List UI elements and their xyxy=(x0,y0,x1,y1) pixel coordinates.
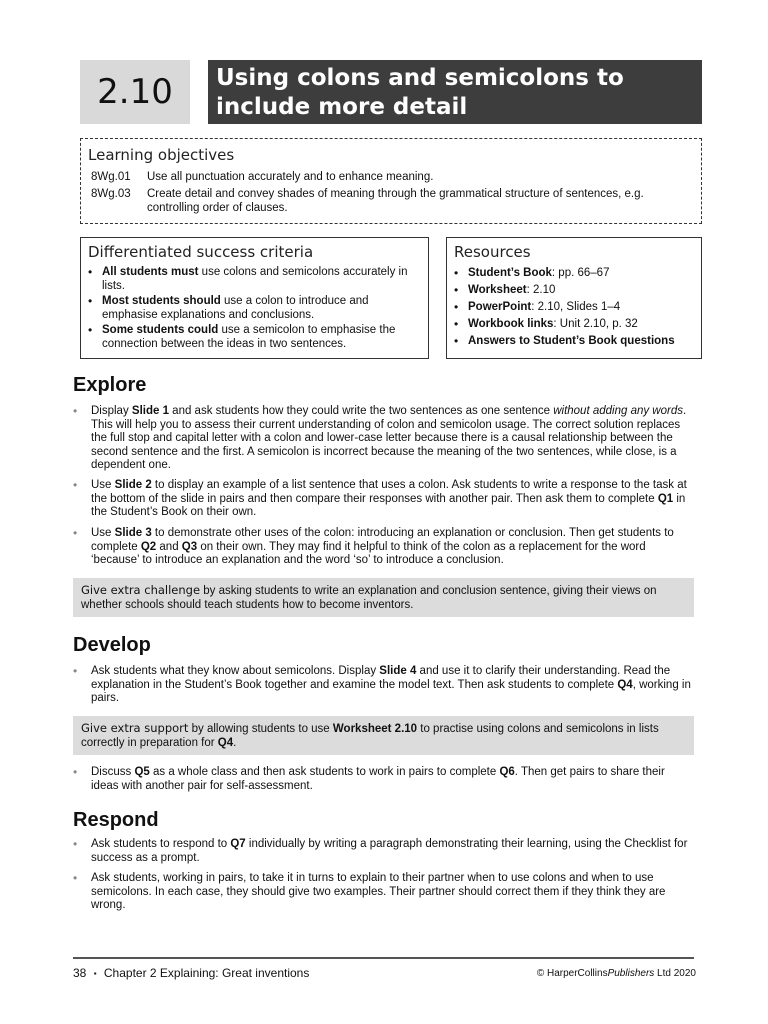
bullet-icon: • xyxy=(454,317,459,331)
resource-name: Student’s Book xyxy=(468,267,552,279)
extra-challenge-box xyxy=(73,578,694,617)
list-item xyxy=(454,284,694,298)
resource-detail: : pp. 66–67 xyxy=(551,267,610,279)
bullet-icon: • xyxy=(88,323,93,337)
bullet-icon: • xyxy=(73,664,78,678)
develop-heading: Develop xyxy=(73,634,151,656)
respond-paragraph-1: • Ask students to respond to Q7 individually by writing a paragraph demonstrating their learning, using the Checklist for success as a prompt. xyxy=(73,837,688,864)
respond-paragraph-2: • Ask students, working in pairs, to take it in turns to explain to their partner when to use colons and when to use semicolons. In each case, they should give two examples. Their partner should correct them if they think they are wrong. xyxy=(73,871,666,911)
bullet-icon: • xyxy=(73,404,78,418)
objective-row xyxy=(91,187,681,215)
criteria-level: Some students could xyxy=(102,324,219,336)
resource-detail: : Unit 2.10, p. 32 xyxy=(553,318,638,330)
copyright: © HarperCollinsPublishers Ltd 2020 xyxy=(536,968,696,979)
unit-title: Using colons and semicolons to include more detail xyxy=(208,60,702,124)
extra-challenge-label: Give extra challenge xyxy=(81,583,201,597)
bullet-icon: • xyxy=(88,265,93,279)
page-number: 38 xyxy=(73,966,87,980)
extra-challenge-text: by asking students to write an explanation and conclusion sentence, giving their views on whether schools should teach students how to become inventors. xyxy=(81,585,657,611)
objective-code: 8Wg.01 xyxy=(91,171,131,183)
unit-number: 2.10 xyxy=(80,60,190,124)
resources-list xyxy=(454,267,694,349)
learning-objectives-box xyxy=(80,138,702,224)
bullet-icon: • xyxy=(73,478,78,492)
footer-left xyxy=(73,966,309,980)
list-item xyxy=(88,324,418,351)
list-item xyxy=(454,318,694,332)
success-criteria-box xyxy=(80,237,429,359)
objective-text: Create detail and convey shades of meaning through the grammatical structure of sentences, e.g. controlling order of clauses. xyxy=(147,188,644,214)
explore-paragraph-3: • Use Slide 3 to demonstrate other uses of the colon: introducing an explanation or conclusion. Then get students to complete Q2 and Q3 on their own. They may find it helpful to think of the colon as a replacement for the word ‘because’ to introduce an explanation and the word ‘so’ to introduce a conclusion. xyxy=(73,526,674,566)
respond-heading: Respond xyxy=(73,809,159,831)
bullet-icon: • xyxy=(454,300,459,314)
bullet-icon: • xyxy=(73,871,78,885)
extra-support-box: Give extra support by allowing students to use Worksheet 2.10 to practise using colons and semicolons in lists correctly in preparation for Q4. xyxy=(73,716,694,755)
chapter-name: Chapter 2 Explaining: Great inventions xyxy=(103,966,310,980)
separator-icon: ▪ xyxy=(93,969,97,978)
bullet-icon: • xyxy=(454,283,459,297)
bullet-icon: • xyxy=(73,526,78,540)
success-criteria-list xyxy=(88,266,418,351)
explore-heading: Explore xyxy=(73,374,147,396)
criteria-text: use a colon to introduce and emphasise explanations and conclusions. xyxy=(102,295,369,321)
explore-paragraph-2: • Use Slide 2 to display an example of a list sentence that uses a colon. Ask students to write a response to the task at the bottom of the slide in pairs and then compare their responses with another pair. Then ask them to complete Q1 in the Student’s Book on their own. xyxy=(73,478,687,518)
objectives-list xyxy=(91,170,681,215)
bullet-icon: • xyxy=(73,837,78,851)
list-item xyxy=(454,267,694,281)
resource-name: Workbook links xyxy=(468,318,554,330)
list-item xyxy=(454,301,694,315)
resource-detail: : 2.10 xyxy=(526,284,556,296)
resource-name: Worksheet xyxy=(468,284,527,296)
criteria-text: use colons and semicolons accurately in lists. xyxy=(102,266,408,292)
resource-detail: : 2.10, Slides 1–4 xyxy=(531,301,621,313)
criteria-text: use a semicolon to emphasise the connection between the ideas in two sentences. xyxy=(102,324,396,350)
resources-box xyxy=(446,237,702,359)
objective-row xyxy=(91,170,681,184)
bullet-icon: • xyxy=(454,266,459,280)
bullet-icon: • xyxy=(454,334,459,348)
resources-heading: Resources xyxy=(454,243,531,261)
objective-code: 8Wg.03 xyxy=(91,188,131,200)
objective-text: Use all punctuation accurately and to enhance meaning. xyxy=(147,171,434,183)
criteria-level: Most students should xyxy=(102,295,221,307)
list-item xyxy=(88,266,418,293)
list-item xyxy=(454,335,694,349)
list-item xyxy=(88,295,418,322)
bullet-icon: • xyxy=(73,765,78,779)
explore-paragraph-1: • Display Slide 1 and ask students how they could write the two sentences as one sentence without adding any words. This will help you to assess their current understanding of colon and semicolon usage. The correct solution replaces the full stop and capital letter with a colon and lower-case letter because there is a causal relationship between the second sentence and the first. A semicolon is incorrect because the meaning of the two sentences, while close, is a dependent one. xyxy=(73,404,687,471)
footer-rule xyxy=(73,957,694,959)
learning-objectives-heading: Learning objectives xyxy=(88,146,235,164)
resource-name: Answers to Student’s Book questions xyxy=(468,335,675,347)
develop-paragraph-1: • Ask students what they know about semicolons. Display Slide 4 and use it to clarify their understanding. Read the explanation in the Student’s Book together and examine the model text. Then ask students to complete Q4, working in pairs. xyxy=(73,664,691,704)
resource-name: PowerPoint xyxy=(468,301,532,313)
develop-paragraph-2: • Discuss Q5 as a whole class and then ask students to work in pairs to complete Q6. Then get pairs to share their ideas with another pair for self-assessment. xyxy=(73,765,665,792)
success-criteria-heading: Differentiated success criteria xyxy=(88,243,314,261)
bullet-icon: • xyxy=(88,294,93,308)
extra-support-label: Give extra support xyxy=(81,721,189,735)
criteria-level: All students must xyxy=(102,266,199,278)
